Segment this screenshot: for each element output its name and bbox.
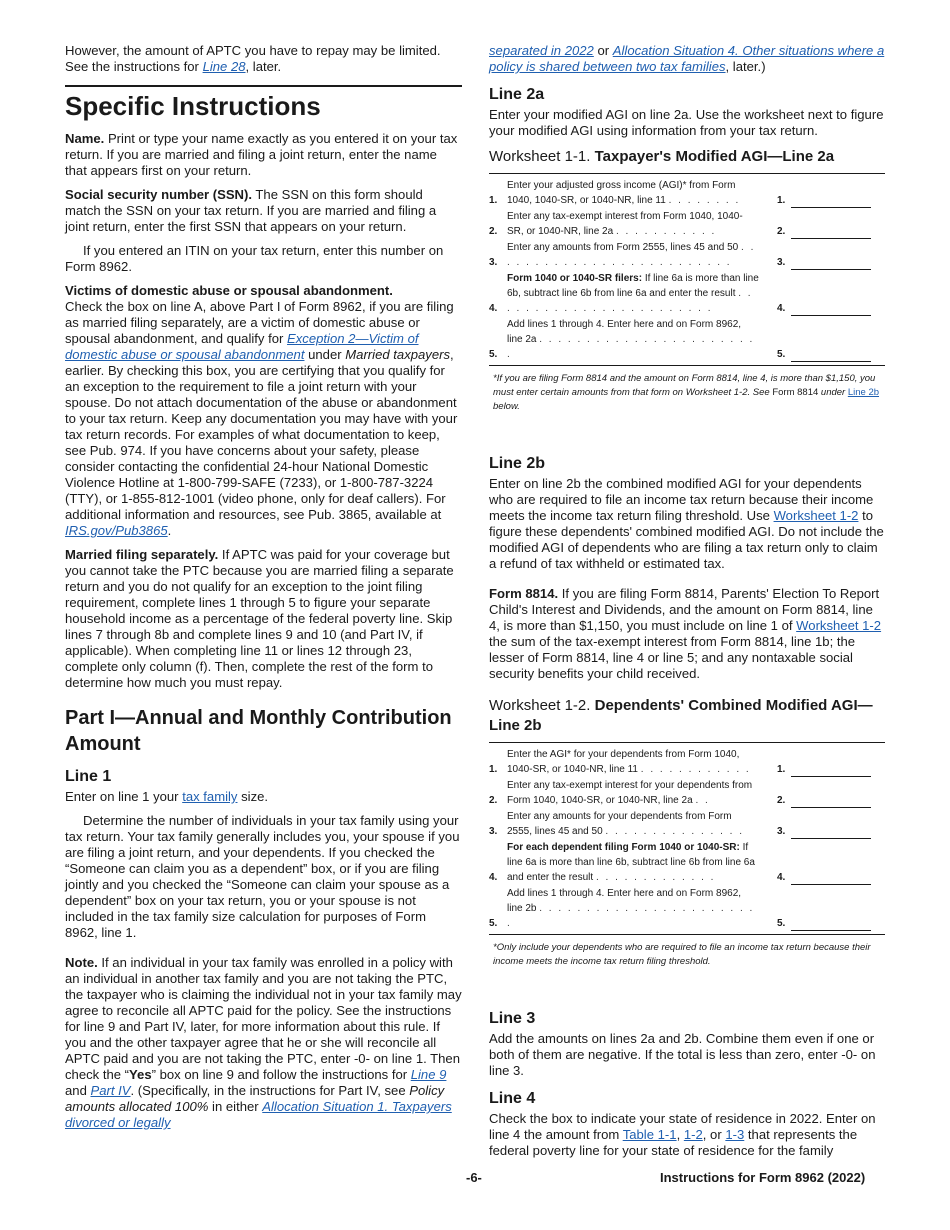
line-2b-link[interactable]: Line 2b — [847, 387, 880, 398]
line-4-paragraph: Check the box to indicate your state of residence in 2022. Enter on line 4 the amount from Table 1-1, 1-2, or 1-3 that represents the federal poverty line for your state of residence for the family — [489, 1111, 876, 1158]
entry-field[interactable] — [791, 827, 871, 839]
table-1-3-link[interactable]: 1-3 — [725, 1127, 745, 1142]
line-2a-paragraph: Enter your modified AGI on line 2a. Use the worksheet next to figure your modified AGI using information from your tax return. — [489, 107, 884, 138]
part-iv-link[interactable]: Part IV — [90, 1083, 131, 1098]
entry-field[interactable] — [791, 765, 871, 777]
entry-field[interactable] — [791, 919, 871, 931]
worksheet-row: 4. Form 1040 or 1040-SR filers: If line 6a is more than line 6b, subtract line 6b from line 6a and enter the result . . . . . . . . . . . . . . . . . . . . . . . . 4. — [489, 271, 885, 316]
ssn-paragraph: Social security number (SSN). The SSN on this form should match the SSN on your tax return. If you are married and filing a joint return, enter the first SSN that appears on your return. — [65, 187, 437, 234]
itin-paragraph: If you entered an ITIN on your tax return, enter this number on Form 8962. — [65, 243, 444, 274]
line-3-heading: Line 3 — [489, 1010, 536, 1027]
entry-field[interactable] — [791, 258, 871, 270]
married-filing-paragraph: Married filing separately. If APTC was paid for your coverage but you cannot take the PTC because you are married filing a separate return and you do not qualify for an exception to the joint filing requirement, complete lines 1 through 5 to figure your separate household income as a percentage of the federal poverty line. Skip lines 7 through 8b and complete lines 9 and 10 (and Part IV, if applicable). When completing line 11 or lines 12 through 23, complete only column (f). Then, complete the rest of the form to determine how much you must repay. — [65, 547, 454, 690]
entry-field[interactable] — [791, 227, 871, 239]
entry-field[interactable] — [791, 196, 871, 208]
worksheet-row: 5. Add lines 1 through 4. Enter here and on Form 8962, line 2a . . . . . . . . . . . . . . . . . . . . . . . . 5. — [489, 317, 885, 362]
worksheet-row: 1. Enter your adjusted gross income (AGI)* from Form 1040, 1040-SR, or 1040-NR, line 11 . . . . . . . . 1. — [489, 178, 885, 208]
line-1-paragraph: Enter on line 1 your tax family size. — [65, 789, 269, 804]
entry-field[interactable] — [791, 350, 871, 362]
worksheet-row: 3. Enter any amounts for your dependents from Form 2555, lines 45 and 50 . . . . . . . . . . . . . . . 3. — [489, 809, 885, 839]
worksheet-1-2-link[interactable]: Worksheet 1-2 — [796, 618, 882, 633]
tax-family-paragraph: Determine the number of individuals in your tax family using your tax return. Your tax family generally includes you, your spouse if you are filing a joint return, and your dependents. If you checked the “Someone can claim you as a dependent” box, or if you are filing jointly and you checked the “Someone can claim your spouse as a dependent” box on your tax return, you or your spouse is not included in the tax family size calculation for purposes of Form 8962, line 1. — [65, 813, 460, 940]
part-1-heading: Part I—Annual and Monthly Contribution Amount — [65, 707, 452, 755]
worksheet-1-2-title: Worksheet 1-2. Dependents' Combined Modified AGI—Line 2b — [489, 697, 873, 734]
continuation-paragraph: separated in 2022 or Allocation Situation 4. Other situations where a policy is shared between two tax families, later.) — [489, 43, 885, 74]
allocation-situation-4-link[interactable]: Allocation Situation 4. Other situations where a policy is shared between two tax families — [489, 43, 885, 74]
worksheet-1-2 — [489, 742, 885, 935]
worksheet-1-1-title: Worksheet 1-1. Taxpayer's Modified AGI—Line 2a — [489, 148, 835, 165]
specific-instructions-heading: Specific Instructions — [65, 85, 462, 121]
pub3865-link[interactable]: IRS.gov/Pub3865 — [65, 523, 168, 538]
entry-field[interactable] — [791, 873, 871, 885]
line-4-heading: Line 4 — [489, 1090, 536, 1107]
worksheet-row: 2. Enter any tax-exempt interest for your dependents from Form 1040, 1040-SR, or 1040-NR, line 2a . . 2. — [489, 778, 885, 808]
worksheet-row: 4. For each dependent filing Form 1040 or 1040-SR: If line 6a is more than line 6b, subtract line 6b from line 6a and enter the result . . . . . . . . . . . . . 4. — [489, 840, 885, 885]
line-2b-paragraph: Enter on line 2b the combined modified AGI for your dependents who are required to file an income tax return because their income meets the income tax return filing threshold. Use Worksheet 1-2 to figure these dependents' combined modified AGI. Do not include the modified AGI of dependents who are filing a tax return only to claim a refund of tax withheld or estimated tax. — [489, 476, 884, 571]
line-1-heading: Line 1 — [65, 768, 112, 785]
exception-2-link[interactable]: Exception 2—Victim of domestic abuse or spousal abandonment — [65, 331, 419, 362]
worksheet-row: 5. Add lines 1 through 4. Enter here and on Form 8962, line 2b . . . . . . . . . . . . . . . . . . . . . . . . 5. — [489, 886, 885, 931]
line-9-link[interactable]: Line 9 — [410, 1067, 447, 1082]
table-1-2-link[interactable]: 1-2 — [683, 1127, 703, 1142]
footer-title: Instructions for Form 8962 (2022) — [660, 1170, 866, 1185]
worksheet-1-2-note: *Only include your dependents who are required to file an income tax return because their income meets the income tax return filing threshold. — [493, 942, 871, 967]
separated-2022-link[interactable]: separated in 2022 — [489, 43, 594, 58]
intro-paragraph: However, the amount of APTC you have to repay may be limited. See the instructions for Line 28, later. — [65, 43, 441, 74]
name-paragraph: Name. Print or type your name exactly as you entered it on your tax return. If you are married and filing a joint return, enter the name that appears first on your return. — [65, 131, 458, 178]
table-1-1-link[interactable]: Table 1-1 — [622, 1127, 677, 1142]
line-2b-heading: Line 2b — [489, 455, 546, 472]
worksheet-1-1-note: *If you are filing Form 8814 and the amount on Form 8814, line 4, is more than $1,150, you must enter certain amounts from that form on Worksheet 1-2. See Form 8814 under Line 2b below. — [493, 373, 880, 412]
page-number: -6- — [466, 1170, 482, 1185]
victims-paragraph: Victims of domestic abuse or spousal abandonment. Check the box on line A, above Part I of Form 8962, if you are filing as married filing separately, are a victim of domestic abuse or spousal abandonment, and qualify for Exception 2—Victim of domestic abuse or spousal abandonment under Married taxpayers, earlier. By checking this box, you are certifying that you qualify for an exception to the requirement to file a joint return with your spouse. Do not attach documentation of the abuse or abandonment to your tax return. Keep any documentation you may have with your tax return records. For examples of what documentation to keep, see Pub. 974. If you have concerns about your safety, please consider contacting the confidential 24-hour National Domestic Violence Hotline at 1-800-799-SAFE (7233), or 1-800-787-3224 (TTY), or 1-855-812-1001 (video phone, only for deaf callers). For additional information and resources, see Pub. 3865, available at IRS.gov/Pub3865. — [65, 283, 458, 538]
line-2a-heading: Line 2a — [489, 86, 545, 103]
entry-field[interactable] — [791, 304, 871, 316]
worksheet-1-2-link[interactable]: Worksheet 1-2 — [773, 508, 859, 523]
allocation-situation-1-link[interactable]: Allocation Situation 1. Taxpayers divorced or legally — [65, 1099, 452, 1130]
entry-field[interactable] — [791, 796, 871, 808]
left-column — [65, 43, 462, 1139]
tax-family-link[interactable]: tax family — [182, 789, 238, 804]
note-paragraph: Note. If an individual in your tax family was enrolled in a policy with an individual in another tax family and you are not taking the PTC, the taxpayer who is claiming the individual not in your tax family may agree to reconcile all APTC paid for the policy. See the instructions for line 9 and Part IV, later, for more information about this rule. If you and the other taxpayer agree that he or she will reconcile all APTC paid and you are not taking the PTC, enter -0- on line 1. Then check the “Yes” box on line 9 and follow the instructions for Line 9 and Part IV. (Specifically, in the instructions for Part IV, see Policy amounts allocated 100% in either Allocation Situation 1. Taxpayers divorced or legally — [65, 955, 462, 1130]
right-column — [489, 43, 885, 1167]
line-28-link[interactable]: Line 28 — [202, 59, 246, 74]
line-3-paragraph: Add the amounts on lines 2a and 2b. Combine them even if one or both of them are negative. If the total is less than zero, enter -0- on line 3. — [489, 1031, 876, 1078]
worksheet-row: 2. Enter any tax-exempt interest from Form 1040, 1040-SR, or 1040-NR, line 2a . . . . . . . . . . . 2. — [489, 209, 885, 239]
worksheet-row: 3. Enter any amounts from Form 2555, lines 45 and 50 . . . . . . . . . . . . . . . . . . . . . . . . . . 3. — [489, 240, 885, 270]
worksheet-row: 1. Enter the AGI* for your dependents from Form 1040, 1040-SR, or 1040-NR, line 11 . . . . . . . . . . . . 1. — [489, 747, 885, 777]
worksheet-1-1 — [489, 173, 885, 366]
form-8814-paragraph: Form 8814. If you are filing Form 8814, Parents' Election To Report Child's Interest and Dividends, and the amount on Form 8814, line 4, is more than $1,150, you must include on line 1 of Worksheet 1-2 the sum of the tax-exempt interest from Form 8814, line 1b; the lesser of Form 8814, line 4 or line 5; and any nontaxable social security benefits your child received. — [489, 586, 882, 681]
